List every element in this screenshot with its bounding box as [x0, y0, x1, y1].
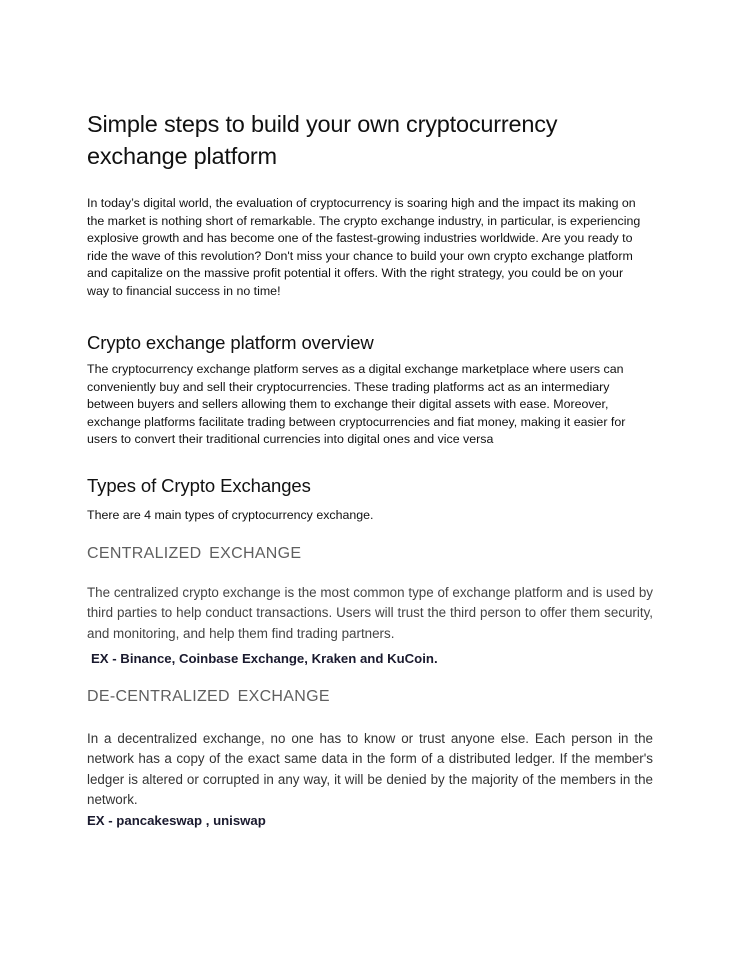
centralized-exchange-examples: EX - Binance, Coinbase Exchange, Kraken and KuCoin. — [91, 651, 438, 666]
decentralized-exchange-heading: DE-CENTRALIZED EXCHANGE — [87, 688, 330, 705]
overview-paragraph: The cryptocurrency exchange platform serves as a digital exchange marketplace where users can conveniently buy and sell their cryptocurrencies. These trading platforms act as an intermediary between buyers and sellers allowing them to exchange their digital assets with ease. Moreover, exchange platforms facilitate trading between cryptocurrencies and fiat money, making it easier for users to convert their traditional currencies into digital ones and vice versa — [87, 362, 626, 447]
overview-heading: Crypto exchange platform overview — [87, 332, 374, 353]
decentralized-exchange-paragraph: In a decentralized exchange, no one has to know or trust anyone else. Each person in the network has a copy of the exact same data in the form of a distributed ledger. If the member's ledger is altered or corrupted in any way, it will be denied by the majority of the members in the network. — [87, 731, 653, 808]
centralized-exchange-heading: CENTRALIZED EXCHANGE — [87, 545, 302, 562]
decentralized-exchange-examples: EX - pancakeswap , uniswap — [87, 813, 266, 828]
intro-paragraph: In today’s digital world, the evaluation of cryptocurrency is soaring high and the impact its making on the market is nothing short of remarkable. The crypto exchange industry, in particular, is experiencing explosive growth and has become one of the fastest-growing industries worldwide. Are you ready to ride the wave of this revolution? Don't miss your chance to build your own crypto exchange platform and capitalize on the massive profit potential it offers. With the right strategy, you could be on your way to financial success in no time! — [87, 196, 641, 298]
types-paragraph: There are 4 main types of cryptocurrency exchange. — [87, 508, 374, 522]
centralized-exchange-paragraph: The centralized crypto exchange is the most common type of exchange platform and is used by third parties to help conduct transactions. Users will trust the third person to offer them security, and monitoring, and help them find trading partners. — [87, 585, 653, 641]
types-heading: Types of Crypto Exchanges — [87, 475, 311, 496]
page-title: Simple steps to build your own cryptocurrency exchange platform — [87, 111, 558, 169]
